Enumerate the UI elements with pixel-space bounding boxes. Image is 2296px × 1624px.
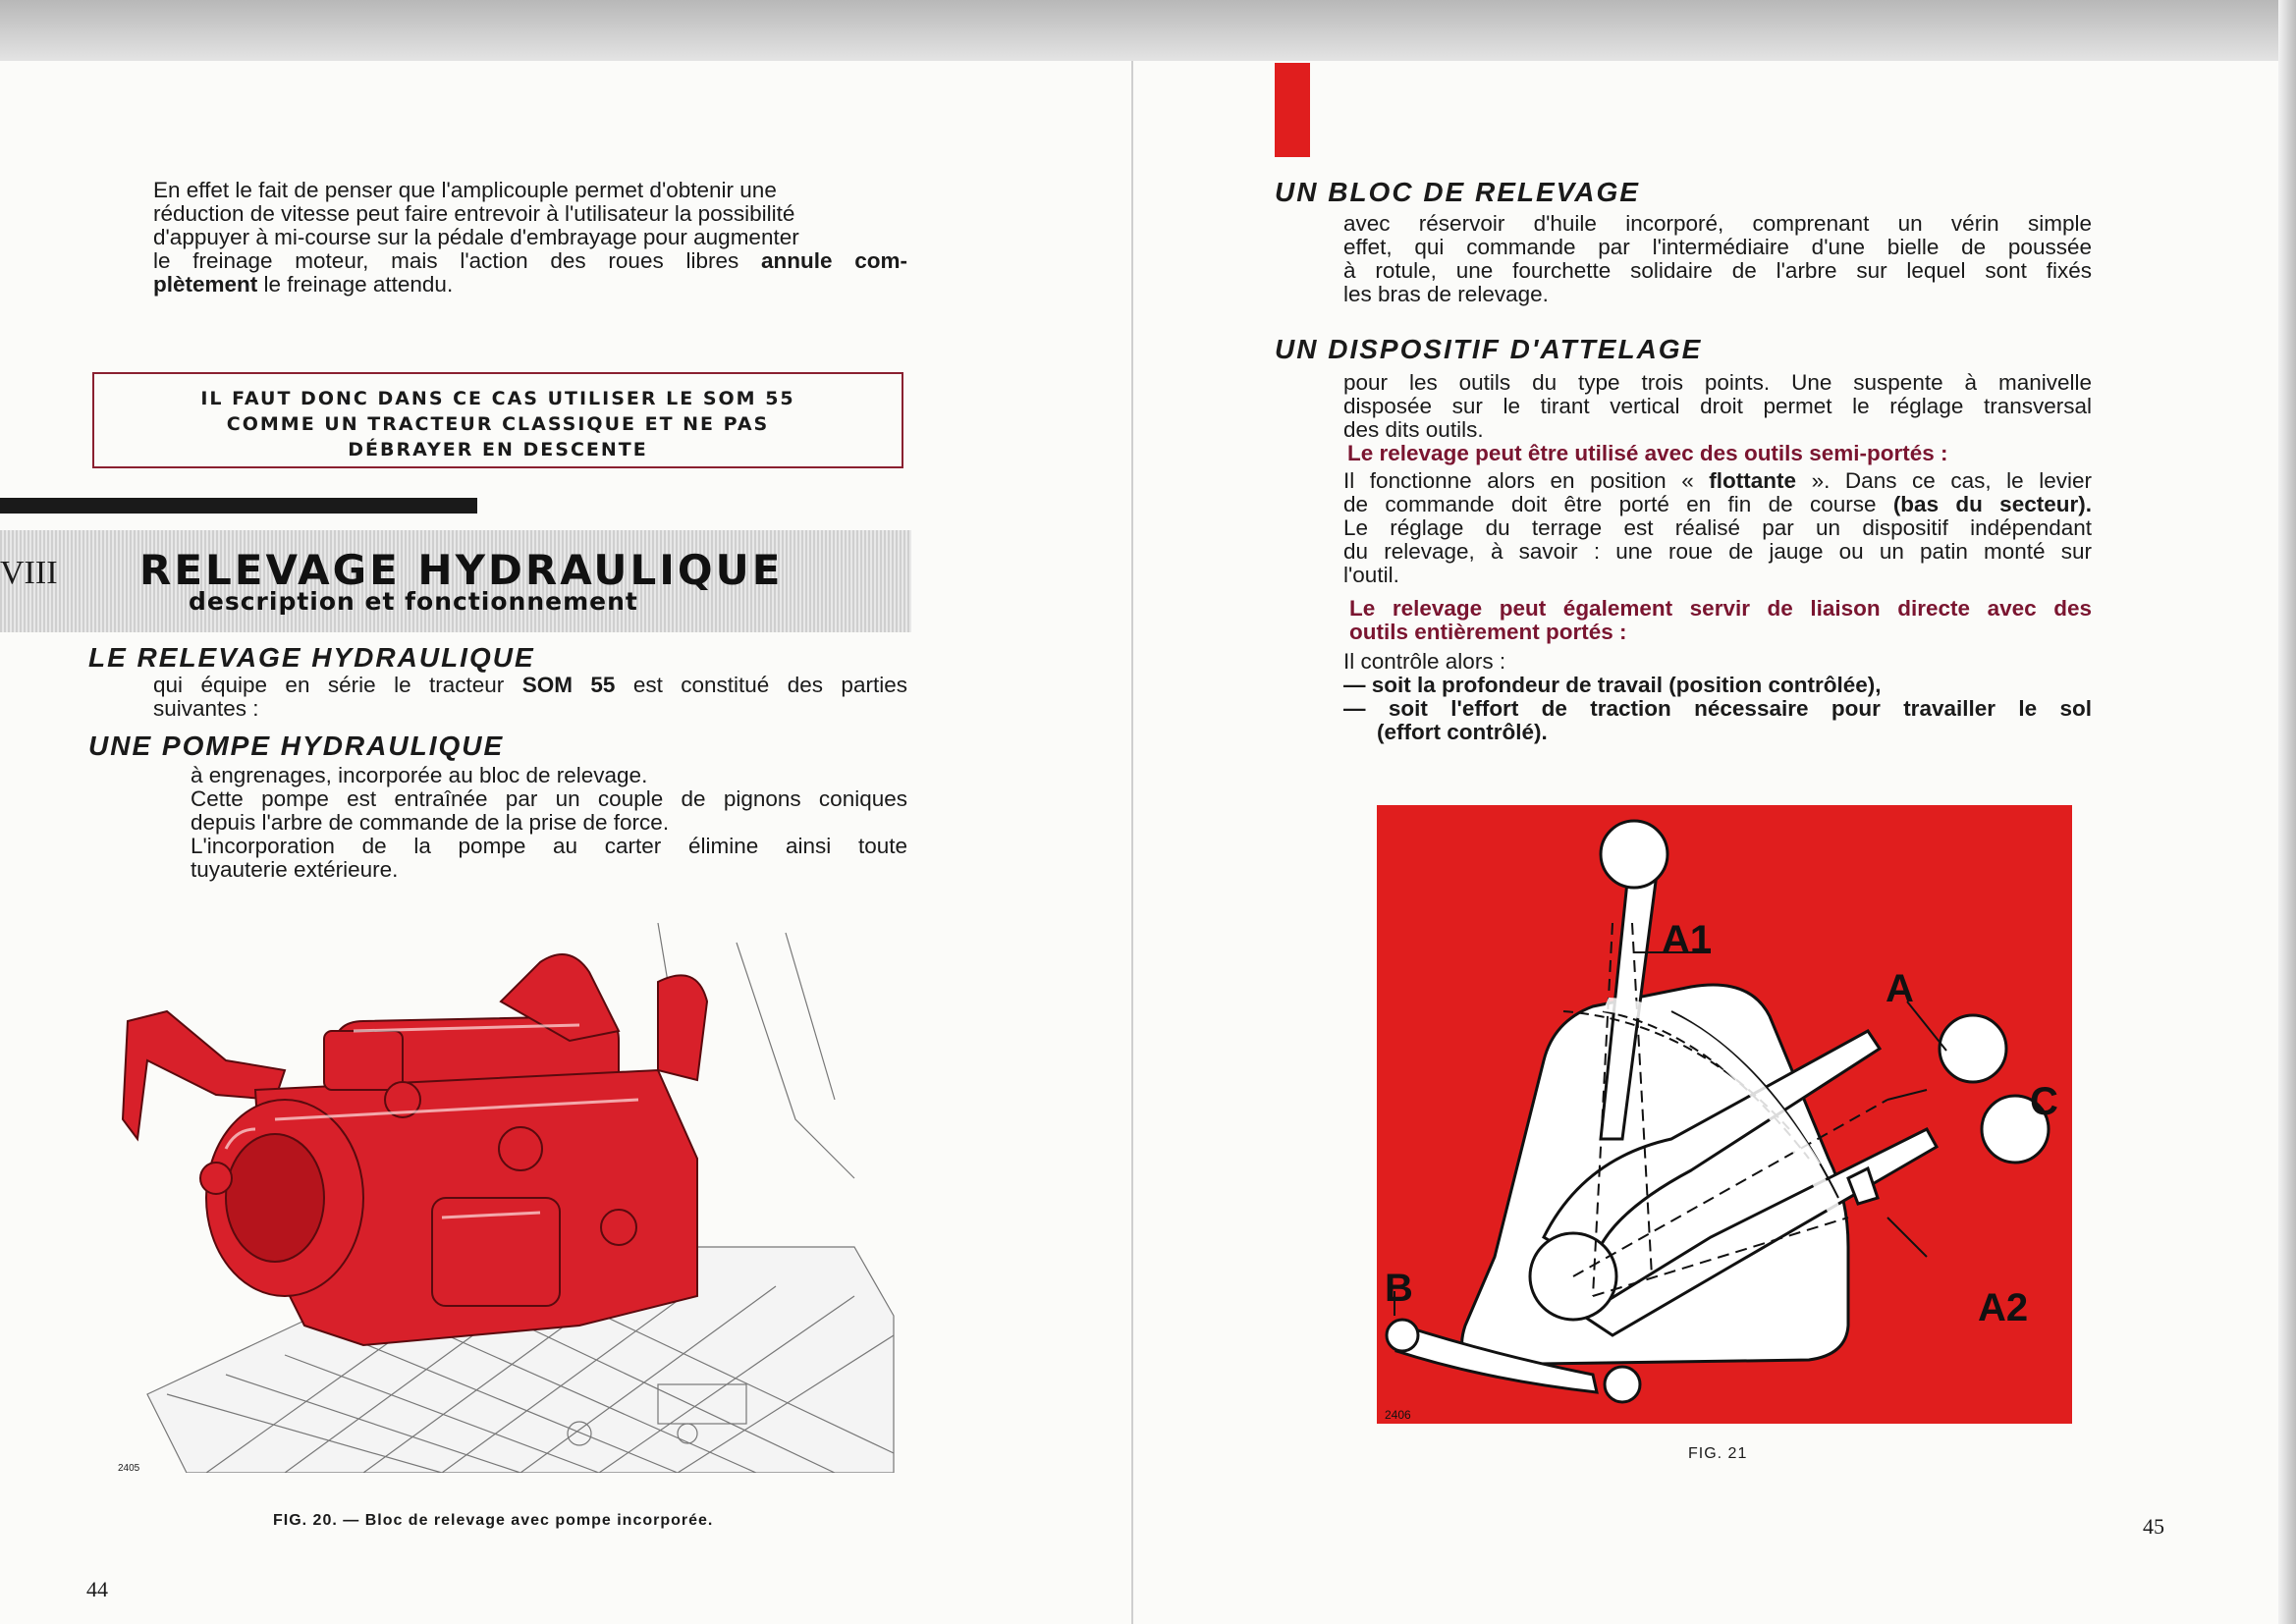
attelage-bold: flottante — [1709, 468, 1797, 493]
controle-item: — soit l'effort de traction nécessaire pour travailler le sol — [1343, 696, 2092, 721]
attelage-line: pour les outils du type trois points. Une suspente à manivelle — [1343, 370, 2092, 395]
semi-porte-heading: Le relevage peut être utilisé avec des outils semi-portés : — [1347, 441, 1948, 465]
label-a2: A2 — [1978, 1286, 2029, 1329]
attelage-text: Il fonctionne alors en position « — [1343, 468, 1694, 493]
warning-line: DÉBRAYER EN DESCENTE — [348, 439, 648, 460]
section-subtitle: description et fonctionnement — [189, 587, 638, 616]
pompe-line: Cette pompe est entraînée par un couple de pignons coniques — [191, 786, 907, 811]
bloc-paragraph — [1343, 212, 2092, 306]
intro-line: En effet le fait de penser que l'amplicouple permet d'obtenir une — [153, 178, 777, 202]
page-number: 44 — [86, 1577, 108, 1601]
figure-caption: FIG. 20. — Bloc de relevage avec pompe incorporée. — [273, 1512, 714, 1529]
intro-line: d'appuyer à mi-course sur la pédale d'embrayage pour augmenter — [153, 225, 799, 249]
pompe-line: depuis l'arbre de commande de la prise de force. — [191, 810, 670, 835]
bloc-line: les bras de relevage. — [1343, 282, 1549, 306]
section-tab — [1275, 63, 1310, 157]
page-number: 45 — [2143, 1514, 2164, 1539]
scan-right-edge — [2278, 0, 2296, 1624]
relevage-text: qui équipe en série le tracteur — [153, 673, 505, 697]
section-title: RELEVAGE HYDRAULIQUE — [139, 546, 784, 594]
intro-bold: annule com- — [760, 248, 907, 273]
relevage-paragraph — [153, 674, 907, 721]
intro-line — [153, 249, 907, 273]
bloc-line: à rotule, une fourchette solidaire de l'arbre sur lequel sont fixés — [1343, 258, 2092, 283]
label-c: C — [2030, 1080, 2058, 1123]
warning-box — [92, 372, 903, 468]
label-a: A — [1886, 967, 1914, 1010]
attelage-text: de commande doit être porté en fin de course — [1343, 492, 1877, 516]
warning-line: IL FAUT DONC DANS CE CAS UTILISER LE SOM 55 — [200, 388, 795, 409]
warning-line: COMME UN TRACTEUR CLASSIQUE ET NE PAS — [226, 413, 770, 435]
intro-text: le freinage attendu. — [263, 272, 454, 297]
intro-line — [153, 273, 907, 297]
bloc-line: effet, qui commande par l'intermédiaire d'une bielle de poussée — [1343, 235, 2092, 259]
attelage-bold: (bas du secteur). — [1892, 492, 2092, 516]
figure-code: 2406 — [1385, 1408, 1411, 1422]
intro-line: réduction de vitesse peut faire entrevoir à l'utilisateur la possibilité — [153, 201, 795, 226]
porte-heading: Le relevage peut également servir de liaison directe avec des — [1349, 596, 2092, 621]
intro-text: le freinage moteur, mais l'action des roues libres — [153, 248, 739, 273]
heading-bloc: UN BLOC DE RELEVAGE — [1275, 177, 1640, 207]
attelage-line: Le réglage du terrage est réalisé par un dispositif indépendant — [1343, 515, 2092, 540]
attelage-line: du relevage, à savoir : une roue de jauge ou un patin monté sur — [1343, 539, 2092, 564]
attelage-text: ». Dans ce cas, le levier — [1811, 468, 2092, 493]
attelage-line: l'outil. — [1343, 563, 1399, 587]
attelage-line: des dits outils. — [1343, 417, 1484, 442]
controle-item: (effort contrôlé). — [1377, 720, 1548, 744]
relevage-bold: SOM 55 — [521, 673, 616, 697]
figure-caption: FIG. 21 — [1688, 1445, 1748, 1462]
relevage-line: suivantes : — [153, 696, 259, 721]
pompe-line: à engrenages, incorporée au bloc de relevage. — [191, 763, 648, 787]
control-lever-diagram — [1377, 805, 2072, 1424]
label-a1: A1 — [1662, 918, 1713, 961]
relevage-line — [153, 674, 907, 697]
page-left — [0, 61, 1131, 1624]
porte-heading: outils entièrement portés : — [1349, 620, 1627, 644]
heading-pompe: UNE POMPE HYDRAULIQUE — [88, 731, 505, 761]
heading-relevage: LE RELEVAGE HYDRAULIQUE — [88, 642, 535, 673]
intro-bold: plètement — [153, 272, 258, 297]
label-b: B — [1385, 1267, 1413, 1310]
attelage-line — [1343, 493, 2092, 516]
attelage-line — [1343, 469, 2092, 493]
section-rule — [0, 498, 477, 514]
scan-top-edge — [0, 0, 2296, 65]
figure-code: 2405 — [118, 1463, 140, 1474]
heading-attelage: UN DISPOSITIF D'ATTELAGE — [1275, 334, 1703, 364]
section-number: VIII — [0, 555, 58, 591]
relevage-text: est constitué des parties — [632, 673, 907, 697]
controle-line: Il contrôle alors : — [1343, 649, 1506, 674]
page-right — [1131, 61, 2296, 1624]
controle-item: — soit la profondeur de travail (position contrôlée), — [1343, 673, 1882, 697]
hydraulic-lift-illustration — [108, 923, 905, 1473]
intro-paragraph — [153, 179, 907, 297]
bloc-line: avec réservoir d'huile incorporé, comprenant un vérin simple — [1343, 211, 2092, 236]
attelage-paragraph — [1343, 371, 2092, 744]
pompe-line: tuyauterie extérieure. — [191, 857, 399, 882]
pompe-paragraph — [191, 764, 907, 882]
attelage-line: disposée sur le tirant vertical droit permet le réglage transversal — [1343, 394, 2092, 418]
pompe-line: L'incorporation de la pompe au carter élimine ainsi toute — [191, 834, 907, 858]
